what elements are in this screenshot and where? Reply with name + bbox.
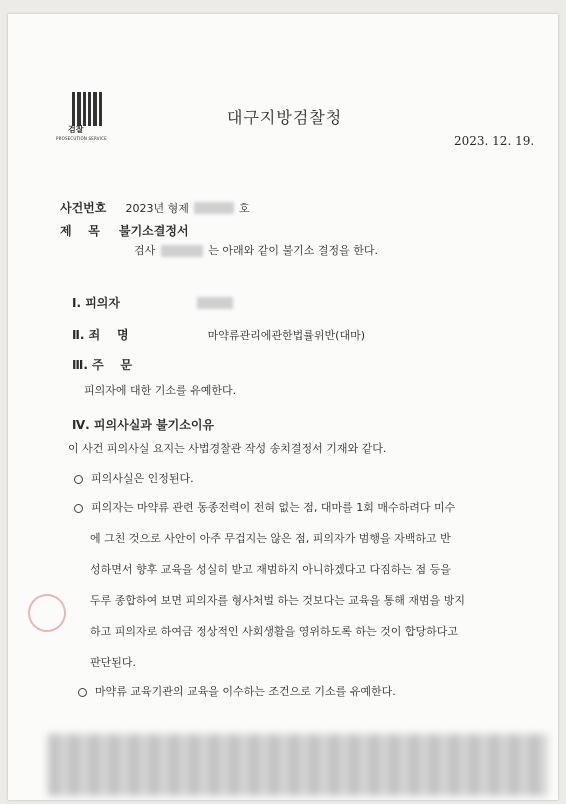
case-number-row <box>60 197 250 216</box>
case-number-prefix: 2023년 형제 <box>125 202 189 215</box>
case-number-suffix: 호 <box>239 202 250 215</box>
redacted-case-number <box>194 202 234 214</box>
logo-subtext: PROSECUTION SERVICE <box>56 136 107 141</box>
document-page <box>8 14 558 800</box>
bullet-item-2-text-1: 피의자는 마약류 관련 동종전력이 전혀 없는 점, 대마를 1회 매수하려다 미수 <box>91 501 456 514</box>
logo-text: 검찰 <box>68 125 84 134</box>
bullet-circle-icon <box>78 688 87 697</box>
document-date: 2023. 12. 19. <box>454 134 535 148</box>
intro-suffix: 는 아래와 같이 불기소 결정을 한다. <box>208 244 379 257</box>
section-reason-label: Ⅳ. 피의사실과 불기소이유 <box>72 418 215 432</box>
section-charge <box>72 324 365 343</box>
bullet-item-1 <box>74 470 194 486</box>
bullet-item-2-line-1 <box>74 499 455 515</box>
bullet-item-1-text: 피의사실은 인정된다. <box>91 472 194 485</box>
bullet-item-2-line-6: 판단된다. <box>90 656 137 669</box>
section-suspect-label: Ⅰ. 피의자 <box>72 296 120 310</box>
redacted-prosecutor-name <box>161 245 203 257</box>
subject-label: 제 목 <box>60 224 100 238</box>
faded-stamp-icon <box>24 590 71 637</box>
redacted-footer <box>48 734 548 796</box>
office-title: 대구지방검찰청 <box>227 108 343 127</box>
section-reason-intro: 이 사건 피의사실 요지는 사법경찰관 작성 송치결정서 기재와 같다. <box>68 442 387 455</box>
bullet-circle-icon <box>74 475 83 484</box>
intro-prefix: 검사 <box>134 244 156 257</box>
bullet-item-2-line-5: 하고 피의자로 하여금 정상적인 사회생활을 영위하도록 하는 것이 합당하다고 <box>90 625 459 638</box>
bullet-item-2-line-2: 에 그친 것으로 사안이 아주 무겁지는 않은 점, 피의자가 범행을 자백하고 반 <box>90 532 451 545</box>
prosecution-logo-icon <box>72 92 102 126</box>
bullet-item-3 <box>78 683 396 699</box>
subject-row <box>60 220 189 239</box>
case-number-label: 사건번호 <box>60 201 107 215</box>
bullet-item-3-text: 마약류 교육기관의 교육을 이수하는 조건으로 기소를 유예한다. <box>95 685 396 698</box>
redacted-suspect-name <box>197 297 233 309</box>
section-charge-value: 마약류관리에관한법률위반(대마) <box>207 329 365 342</box>
section-disposition-label: Ⅲ. 주 문 <box>72 358 132 372</box>
bullet-item-2-line-3: 성하면서 향후 교육을 성실히 받고 재범하지 아니하겠다고 다짐하는 점 등을 <box>90 563 451 576</box>
bullet-circle-icon <box>74 504 83 513</box>
section-disposition-text: 피의자에 대한 기소를 유예한다. <box>84 384 237 397</box>
section-suspect <box>72 292 233 311</box>
subject-value: 불기소결정서 <box>119 224 189 238</box>
bullet-item-2-line-4: 두루 종합하여 보면 피의자를 형사처벌 하는 것보다는 교육을 통해 재범을 방지 <box>90 594 465 607</box>
intro-row <box>134 242 378 258</box>
section-charge-label: Ⅱ. 죄 명 <box>72 328 129 342</box>
